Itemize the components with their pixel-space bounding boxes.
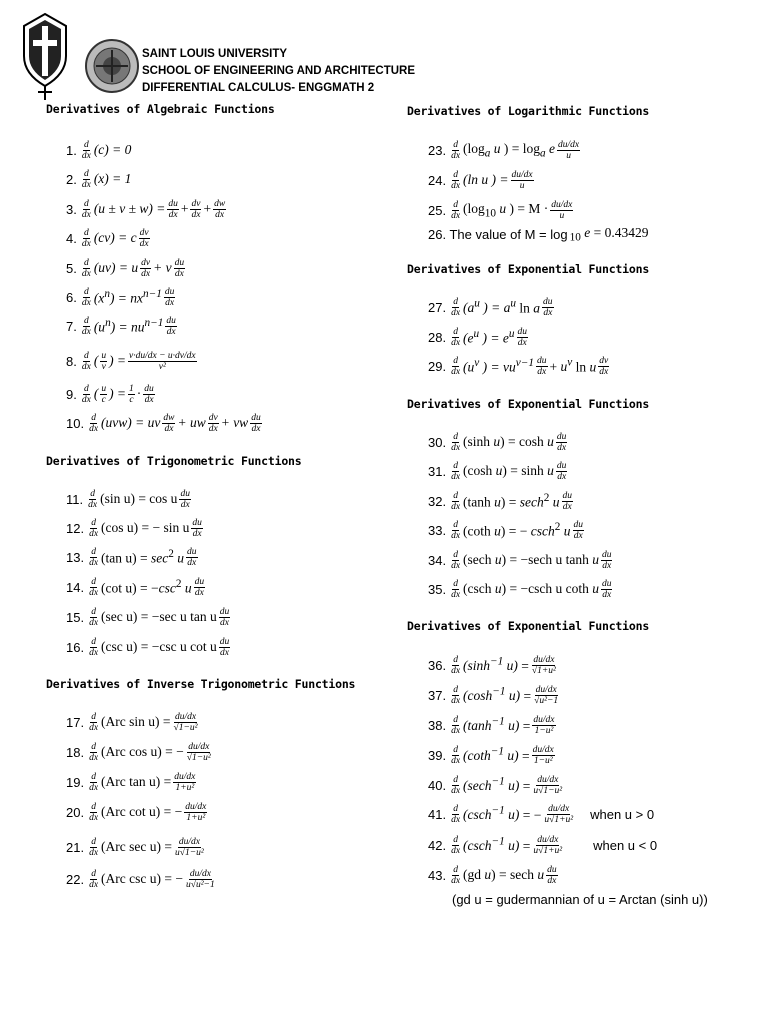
- formula-5: 5. $\frac{d}{dx}$ (uv) = u $\frac{dv}{dx}$ + v $\frac{du}{dx}$: [66, 257, 185, 279]
- school-seal-icon: [84, 38, 140, 94]
- formula-31: 31. $\frac{d}{dx}$ (cosh u) = sinh u $\frac{du}{dx}$: [428, 460, 567, 482]
- formula-39: 39. $\frac{d}{dx}$ (coth$^{-1}$ u) = $\frac{du/dx}{\text{1−u²}}$: [428, 744, 554, 766]
- formula-25: 25. $\frac{d}{dx}$ ($\log_{10}$ u ) = M · $\frac{du/dx}{u}$: [428, 199, 573, 221]
- formula-37: 37. $\frac{d}{dx}$ ($\cosh^{-1}$ u) = $\frac{du/dx}{\text{√u²−1}}$: [428, 684, 559, 706]
- section-exp-2: Derivatives of Exponential Functions: [407, 397, 650, 411]
- formula-3: 3. $\frac{d}{dx}$ (u ± v ± w) = $\frac{du}{dx}$ + $\frac{dv}{dx}$ + $\frac{dw}{dx}$: [66, 198, 226, 220]
- formula-26: 26. The value of M = log $_{10}$ e = 0.43429: [428, 224, 649, 244]
- formula-41: 41. $\frac{d}{dx}$ (csch$^{-1}$ u) = − $\frac{du/dx}{\text{u√1+u²}}$ when u > 0: [428, 803, 655, 825]
- formula-9: 9. $\frac{d}{dx}$ ( $\frac{u}{c}$ ) = $\frac{1}{c}$ · $\frac{du}{dx}$: [66, 383, 154, 405]
- formula-13: 13. $\frac{d}{dx}$ (tan $u) = \sec^2 u$ $\frac{du}{dx}$: [66, 546, 197, 568]
- formula-16: 16. $\frac{d}{dx}$ (csc u) = −csc u cot u $\frac{du}{dx}$: [66, 636, 230, 658]
- left-column: [46, 102, 386, 116]
- condition-41: when u > 0: [590, 806, 655, 822]
- formula-22: 22. $\frac{d}{dx}$ (Arc csc u) = − $\frac{du/dx}{\text{u√u²−1}}$: [66, 868, 215, 890]
- formula-40: 40. $\frac{d}{dx}$ (sech$^{-1}$ u) = $\frac{du/dx}{\text{u√1−u²}}$: [428, 774, 563, 796]
- header: [12, 10, 756, 100]
- university-crest-icon: [18, 12, 72, 100]
- formula-14: 14. $\frac{d}{dx}$ (cot $u) = -\csc^2$ u $\frac{du}{dx}$: [66, 576, 205, 598]
- formula-24: 24. $\frac{d}{dx}$ (ln u ) = $\frac{du/dx}{u}$: [428, 169, 533, 191]
- section-exp-3: Derivatives of Exponential Functions: [407, 619, 650, 633]
- formula-43: 43. $\frac{d}{dx}$ (gd u) = sech u $\frac{du}{dx}$: [428, 864, 557, 886]
- formula-42: 42. $\frac{d}{dx}$ (csch$^{-1}$ u) = $\frac{du/dx}{\text{u√1+u²}}$ when u < 0: [428, 834, 658, 856]
- formula-4: 4. $\frac{d}{dx}$ (cv) = c $\frac{dv}{dx}$: [66, 227, 149, 249]
- section-algebraic: Derivatives of Algebraic Functions: [46, 102, 275, 116]
- formula-6: 6. $\frac{d}{dx}$ $(x^n) = nx^{n-1}$ $\frac{du}{dx}$: [66, 286, 175, 308]
- section-exp-1: Derivatives of Exponential Functions: [407, 262, 650, 276]
- section-trig: Derivatives of Trigonometric Functions: [46, 454, 302, 468]
- formula-34: 34. $\frac{d}{dx}$ (sech u) = −sech u tanh u $\frac{du}{dx}$: [428, 549, 612, 571]
- gudermannian-note: (gd u = gudermannian of u = Arctan (sinh u)): [452, 892, 708, 907]
- formula-7: 7. $\frac{d}{dx}$ $(u^n) = nu^{n-1}$ $\frac{du}{dx}$: [66, 315, 176, 337]
- formula-12: 12. $\frac{d}{dx}$ (cos u) = − sin u $\frac{du}{dx}$: [66, 517, 202, 539]
- formula-36: 36. $\frac{d}{dx}$ ($\sinh^{-1}$ u) = $\frac{du/dx}{\text{√1+u²}}$: [428, 654, 556, 676]
- formula-38: 38. $\frac{d}{dx}$ ($\tanh^{-1}$ u) = $\frac{du/dx}{\text{1−u²}}$: [428, 714, 555, 736]
- formula-32: 32. $\frac{d}{dx}$ (tanh u) = sech$^2$ u $\frac{du}{dx}$: [428, 490, 573, 512]
- formula-33: 33. $\frac{d}{dx}$ (coth u) = − csch$^2$ u $\frac{du}{dx}$: [428, 519, 584, 541]
- formula-15: 15. $\frac{d}{dx}$ (sec u) = −sec u tan u $\frac{du}{dx}$: [66, 606, 230, 628]
- formula-8: 8. $\frac{d}{dx}$ ( $\frac{u}{v}$ ) = $\frac{v\cdot du/dx - u\cdot dv/dx}{\text{v²}}$: [66, 350, 196, 372]
- formula-35: 35. $\frac{d}{dx}$ (csch u) = −csch u coth u $\frac{du}{dx}$: [428, 578, 612, 600]
- formula-19: 19. $\frac{d}{dx}$ (Arc tan u) = $\frac{du/dx}{\text{1+u²}}$: [66, 771, 196, 793]
- formula-21: 21. $\frac{d}{dx}$ (Arc sec u) = $\frac{du/dx}{\text{u√1−u²}}$: [66, 836, 204, 858]
- course-title: DIFFERENTIAL CALCULUS- ENGGMATH 2: [142, 82, 375, 94]
- condition-42: when u < 0: [593, 837, 658, 853]
- formula-17: 17. $\frac{d}{dx}$ (Arc sin u) = $\frac{du/dx}{\text{√1−u²}}$: [66, 711, 198, 733]
- formula-23: 23. $\frac{d}{dx}$ ($\log_a$ u ) = $\log_a e$ $\frac{du/dx}{u}$: [428, 139, 580, 161]
- section-inverse-trig: Derivatives of Inverse Trigonometric Functions: [46, 677, 356, 691]
- formula-29: 29. $\frac{d}{dx}$ ($u^v$ ) = $vu^{v-1}$ $\frac{du}{dx}$ + $u^v$ ln u $\frac{dv}{dx}$: [428, 355, 609, 377]
- university-info: [142, 46, 415, 97]
- section-log: Derivatives of Logarithmic Functions: [407, 104, 650, 118]
- formula-18: 18. $\frac{d}{dx}$ (Arc cos u) = − $\frac{du/dx}{\text{√1−u²}}$: [66, 741, 211, 763]
- formula-2: 2. $\frac{d}{dx}$ (x) = 1: [66, 168, 132, 190]
- formula-27: 27. $\frac{d}{dx}$ ($a^u$ ) = $a^u$ ln a $\frac{du}{dx}$: [428, 296, 553, 318]
- formula-30: 30. $\frac{d}{dx}$ (sinh u) = cosh u $\frac{du}{dx}$: [428, 431, 567, 453]
- formula-20: 20. $\frac{d}{dx}$ (Arc cot u) = − $\frac{du/dx}{\text{1+u²}}$: [66, 801, 207, 823]
- formula-11: 11. $\frac{d}{dx}$ (sin u) = cos u $\frac{du}{dx}$: [66, 488, 190, 510]
- school-name: SCHOOL OF ENGINEERING AND ARCHITECTURE: [142, 65, 416, 77]
- formula-1: 1. $\frac{d}{dx}$ (c) = 0: [66, 139, 132, 161]
- university-name: SAINT LOUIS UNIVERSITY: [142, 48, 288, 60]
- formula-28: 28. $\frac{d}{dx}$ ($e^u$ ) = $e^u$ $\frac{du}{dx}$: [428, 326, 528, 348]
- formula-10: 10. $\frac{d}{dx}$ (uvw) = uv $\frac{dw}{dx}$ + uw $\frac{dv}{dx}$ + vw $\frac{du}{dx}$: [66, 412, 261, 434]
